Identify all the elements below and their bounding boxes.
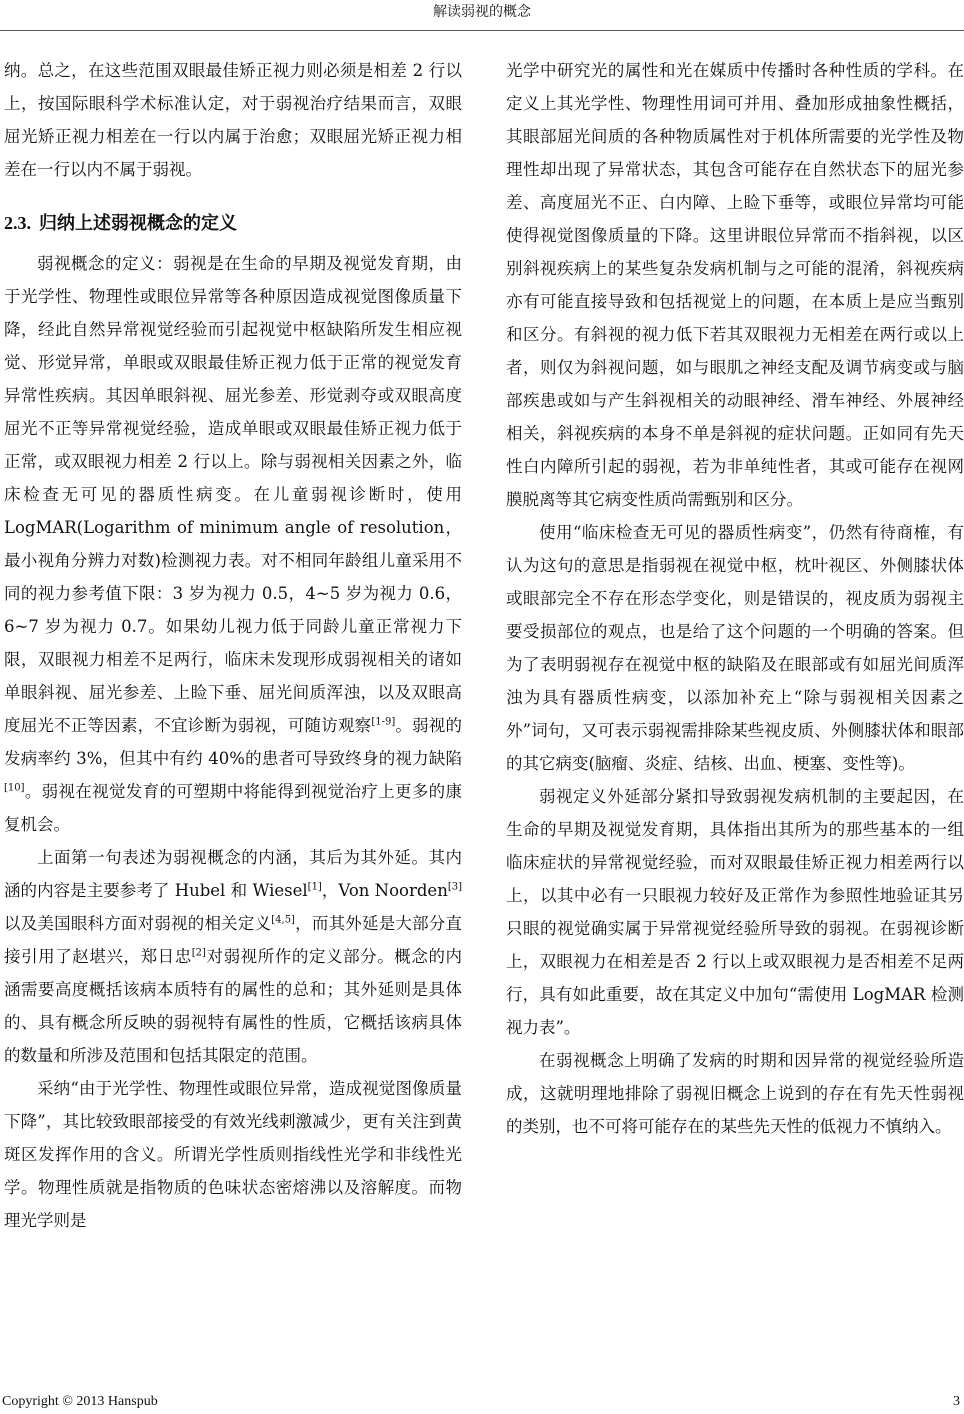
paragraph: 在弱视概念上明确了发病的时期和因异常的视觉经验所造成，这就明理地排除了弱视旧概念上说到的存在有先天性弱视的类别，也不可将可能存在的某些先天性的低视力不慎纳入。 (506, 1051, 964, 1136)
text-run: 对弱视所作的定义部分。概念的内涵需要高度概括该病本质特有的属性的总和；其外延则是具体的、具有概念所反映的弱视特有属性的性质，它概括该病具体的数量和所涉及范围和包括其限定的范围。 (4, 947, 463, 1065)
text-run: 。弱视的发病率约 3%，但其中有约 40%的患者可导致终身的视力缺陷 (4, 716, 463, 768)
running-title: 解读弱视的概念 (433, 4, 531, 20)
text-run: 以及美国眼科方面对弱视的相关定义 (4, 914, 272, 933)
running-header (0, 0, 964, 31)
paragraph (4, 841, 462, 1072)
paragraph: 光学中研究光的属性和光在媒质中传播时各种性质的学科。在定义上其光学性、物理性用词可并用、叠加形成抽象性概括，其眼部屈光间质的各种物质属性对于机体所需要的光学性及物理性却出现了异常状态，其包含可能存在自然状态下的屈光参差、高度屈光不正、白内障、上睑下垂等，或眼位异常均可能使得视觉图像质量的下降。这里讲眼位异常而不指斜视，以区别斜视疾病上的某些复杂发病机制与之可能的混淆，斜视疾病亦有可能直接导致和包括视觉上的问题，在本质上是应当甄别和区分。有斜视的视力低下若其双眼视力无相差在两行或以上者，则仅为斜视问题，如与眼肌之神经支配及调节病变或与脑部疾患或如与产生斜视相关的动眼神经、滑车神经、外展神经相关，斜视疾病的本身不单是斜视的症状问题。正如同有先天性白内障所引起的弱视，若为非单纯性者，其或可能存在视网膜脱离等其它病变性质尚需甄别和区分。 (506, 61, 964, 509)
citation: [1-9] (371, 716, 396, 728)
citation: [4,5] (271, 914, 295, 926)
citation: [3] (447, 881, 462, 893)
text-run: 上面第一句表述为弱视概念的内涵，其后为其外延。其内涵的内容是主要参考了 Hubel 和 Wiesel (4, 848, 462, 900)
paragraph: 弱视定义外延部分紧扣导致弱视发病机制的主要起因，在生命的早期及视觉发育期，具体指出其所为的那些基本的一组临床症状的异常视觉经验，而对双眼最佳矫正视力相差两行以上，以其中必有一只眼视力较好及正常作为参照性地验证其另只眼的视觉确实属于异常视觉经验所导致的弱视。在弱视诊断上，双眼视力在相差是否 2 行以上或双眼视力是否相差不足两行，具有如此重要，故在其定义中加句“需使用 LogMAR 检测视力表”。 (506, 787, 964, 1037)
page-number: 3 (953, 1394, 960, 1409)
paragraph: 使用“临床检查无可见的器质性病变”，仍然有待商榷，有认为这句的意思是指弱视在视觉中枢，枕叶视区、外侧膝状体或眼部完全不存在形态学变化，则是错误的，视皮质为弱视主要受损部位的观点，也是给了这个问题的一个明确的答案。但为了表明弱视存在视觉中枢的缺陷及在眼部或有如屈光间质浑浊为具有器质性病变，以添加补充上“除与弱视相关因素之外”词句，又可表示弱视需排除某些视皮质、外侧膝状体和眼部的其它病变(脑瘤、炎症、结核、出血、梗塞、变性等)。 (506, 523, 964, 773)
page-footer (0, 1394, 964, 1414)
text-run: 弱视概念的定义：弱视是在生命的早期及视觉发育期，由于光学性、物理性或眼位异常等各种原因造成视觉图像质量下降，经此自然异常视觉经验而引起视觉中枢缺陷所发生相应视觉、形觉异常，单眼或双眼最佳矫正视力低于正常的视觉发育异常性疾病。其因单眼斜视、屈光参差、形觉剥夺或双眼高度屈光不正等异常视觉经验，造成单眼或双眼最佳矫正视力低于正常，或双眼视力相差 2 行以上。除与弱视相关因素之外，临床检查无可见的器质性病变。在儿童弱视诊断时，使用 LogMAR(Logarithm of minimum angle of resolution，最小视角分辨力对数)检测视力表。对不相同年龄组儿童采用不同的视力参考值下限：3 岁为视力 0.5，4~5 岁为视力 0.6，6~7 岁为视力 0.7。如果幼儿视力低于同龄儿童正常视力下限，双眼视力相差不足两行，临床未发现形成弱视相关的诸如单眼斜视、屈光参差、上睑下垂、屈光间质浑浊，以及双眼高度屈光不正等因素，不宜诊断为弱视，可随访观察 (4, 254, 462, 735)
citation: [10] (4, 782, 25, 794)
section-number: 2.3. (4, 213, 31, 233)
copyright-notice: Copyright © 2013 Hanspub (2, 1394, 158, 1409)
section-title: 归纳上述弱视概念的定义 (39, 213, 237, 234)
text-run: ，Von Noorden (321, 881, 448, 900)
right-column (506, 54, 964, 1143)
paragraph (4, 247, 462, 841)
text-run: 。弱视在视觉发育的可塑期中将能得到视觉治疗上更多的康复机会。 (4, 782, 462, 834)
citation: [2] (191, 947, 206, 959)
paragraph: 纳。总之，在这些范围双眼最佳矫正视力则必须是相差 2 行以上，按国际眼科学术标准认定，对于弱视治疗结果而言，双眼屈光矫正视力相差在一行以内属于治愈；双眼屈光矫正视力相差在一行以内不属于弱视。 (4, 61, 462, 179)
paragraph: 采纳“由于光学性、物理性或眼位异常，造成视觉图像质量下降”，其比较致眼部接受的有效光线刺激减少，更有关注到黄斑区发挥作用的含义。所谓光学性质则指线性光学和非线性光学。物理性质就是指物质的色味状态密熔沸以及溶解度。而物理光学则是 (4, 1079, 462, 1230)
left-column (4, 54, 462, 1237)
text-run: ，而其外延是大部分直接引用了赵堪兴，郑日忠 (4, 914, 462, 966)
section-heading (4, 208, 462, 239)
citation: [1] (307, 881, 322, 893)
